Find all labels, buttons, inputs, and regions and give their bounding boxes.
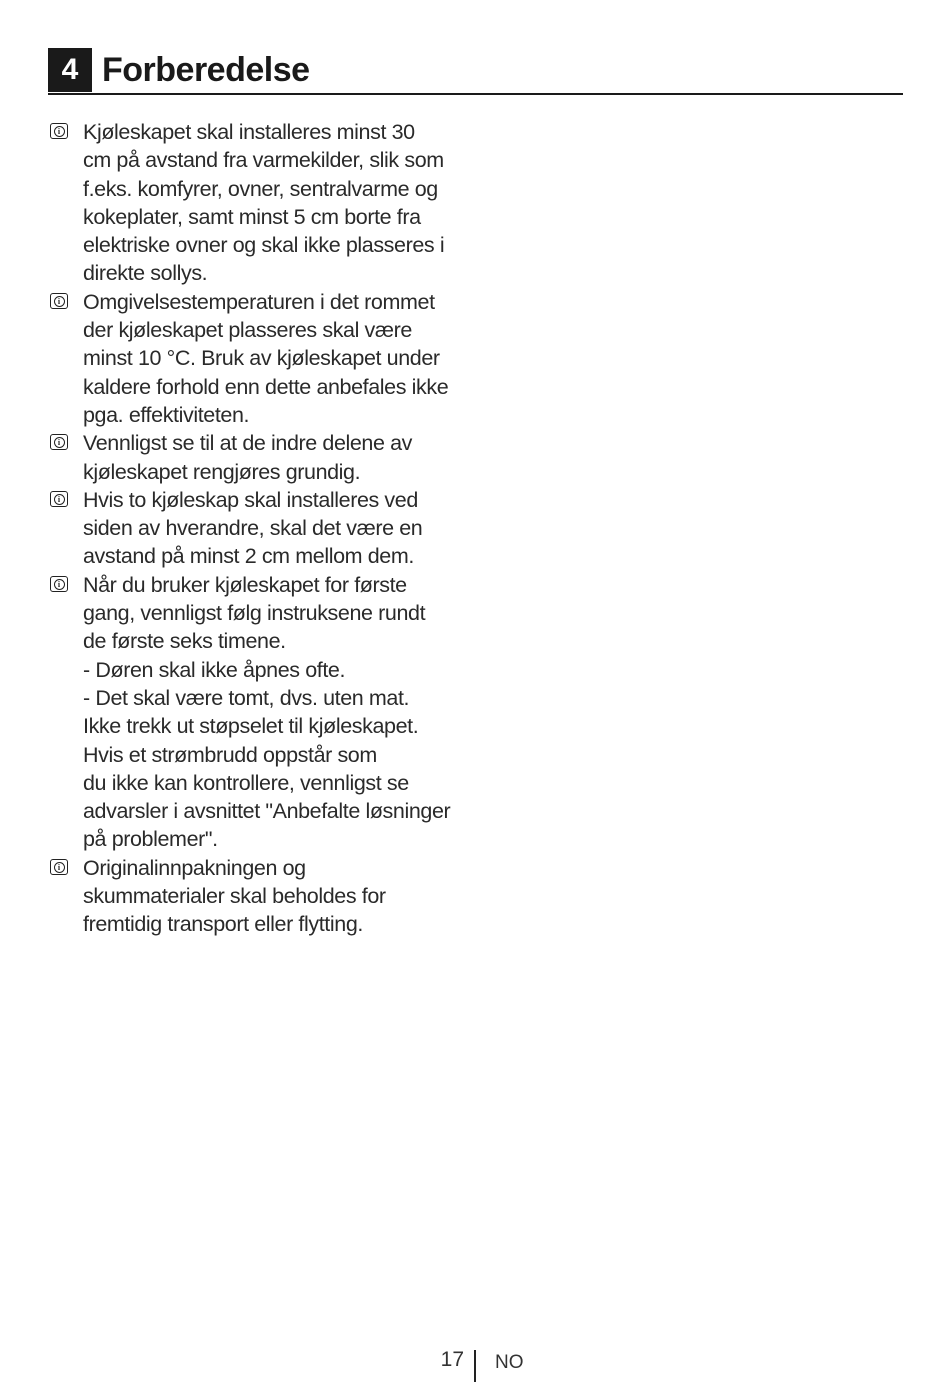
text-line: du ikke kan kontrollere, vennligst se bbox=[83, 770, 409, 795]
text-line: cm på avstand fra varmekilder, slik som bbox=[83, 148, 444, 173]
text-line: de første seks timene. bbox=[83, 629, 286, 654]
text-line: - Døren skal ikke åpnes ofte. bbox=[83, 657, 346, 682]
info-list bbox=[48, 118, 478, 939]
section-number: 4 bbox=[48, 48, 92, 92]
info-item bbox=[48, 118, 478, 288]
section-header bbox=[48, 48, 903, 95]
text-line: Hvis et strømbrudd oppstår som bbox=[83, 742, 377, 767]
text-line: kjøleskapet rengjøres grundig. bbox=[83, 459, 361, 484]
text-line: fremtidig transport eller flytting. bbox=[83, 912, 363, 937]
text-line: elektriske ovner og skal ikke plasseres i bbox=[83, 233, 445, 258]
text-line: Vennligst se til at de indre delene av bbox=[83, 431, 413, 456]
text-line: siden av hverandre, skal det være en bbox=[83, 516, 423, 541]
footer-divider bbox=[474, 1350, 476, 1382]
text-line: - Det skal være tomt, dvs. uten mat. bbox=[83, 685, 410, 710]
info-item bbox=[48, 288, 478, 429]
text-line: skummaterialer skal beholdes for bbox=[83, 884, 386, 909]
page-footer bbox=[0, 1346, 950, 1386]
text-line: Når du bruker kjøleskapet for første bbox=[83, 572, 407, 597]
info-item bbox=[48, 486, 478, 571]
info-icon: i bbox=[50, 434, 68, 450]
text-line: kokeplater, samt minst 5 cm borte fra bbox=[83, 204, 421, 229]
info-icon: i bbox=[50, 293, 68, 309]
text-line: avstand på minst 2 cm mellom dem. bbox=[83, 544, 414, 569]
info-text bbox=[83, 118, 478, 288]
text-line: kaldere forhold enn dette anbefales ikke bbox=[83, 374, 449, 399]
section-title: Forberedelse bbox=[102, 51, 310, 89]
info-icon: i bbox=[50, 491, 68, 507]
language-code: NO bbox=[495, 1352, 524, 1373]
text-line: advarsler i avsnittet "Anbefalte løsninger bbox=[83, 799, 451, 824]
info-text bbox=[83, 288, 478, 429]
text-line: Omgivelsestemperaturen i det rommet bbox=[83, 289, 435, 314]
page-number: 17 bbox=[440, 1348, 464, 1371]
text-line: f.eks. komfyrer, ovner, sentralvarme og bbox=[83, 176, 438, 201]
info-icon: i bbox=[50, 859, 68, 875]
text-line: Originalinnpakningen og bbox=[83, 855, 306, 880]
text-line: på problemer". bbox=[83, 827, 218, 852]
info-text bbox=[83, 429, 478, 486]
text-line: Ikke trekk ut støpselet til kjøleskapet. bbox=[83, 714, 419, 739]
text-line: pga. effektiviteten. bbox=[83, 402, 250, 427]
info-icon: i bbox=[50, 576, 68, 592]
text-line: der kjøleskapet plasseres skal være bbox=[83, 318, 412, 343]
info-text bbox=[83, 571, 478, 854]
info-icon: i bbox=[50, 123, 68, 139]
info-text bbox=[83, 854, 478, 939]
info-text bbox=[83, 486, 478, 571]
text-line: Hvis to kjøleskap skal installeres ved bbox=[83, 487, 418, 512]
info-item bbox=[48, 854, 478, 939]
text-line: direkte sollys. bbox=[83, 261, 208, 286]
text-line: minst 10 °C. Bruk av kjøleskapet under bbox=[83, 346, 440, 371]
text-line: gang, vennligst følg instruksene rundt bbox=[83, 601, 426, 626]
info-item bbox=[48, 429, 478, 486]
text-line: Kjøleskapet skal installeres minst 30 bbox=[83, 120, 415, 144]
info-item bbox=[48, 571, 478, 854]
